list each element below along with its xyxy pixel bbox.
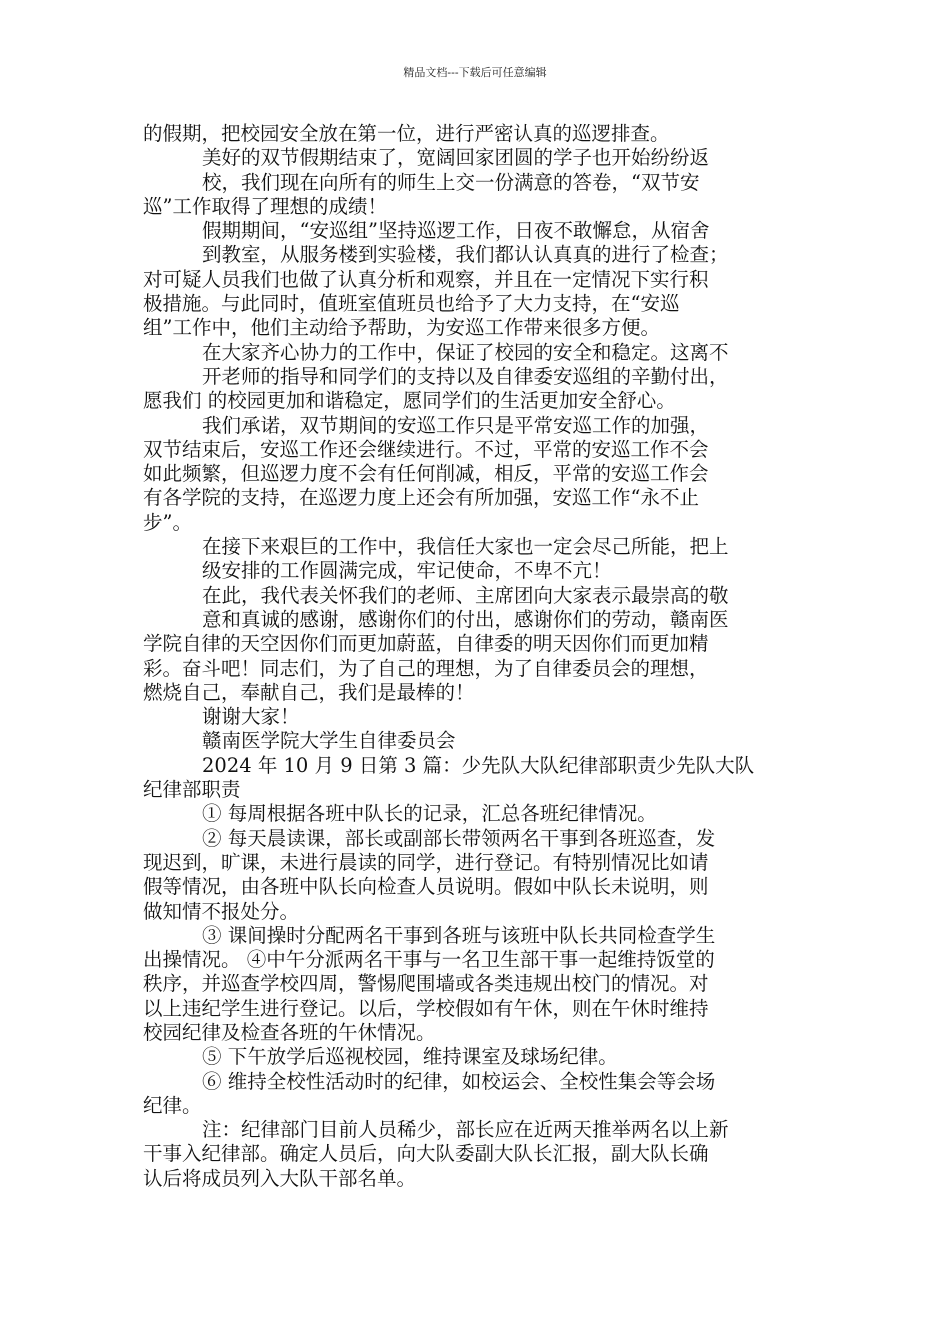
text-line: 认后将成员列入大队干部名单。 bbox=[143, 1166, 417, 1190]
text-line: 如此频繁，但巡逻力度不会有任何削减，相反，平常的安巡工作会 bbox=[143, 462, 709, 486]
text-line: 在此，我代表关怀我们的老师、主席团向大家表示最崇高的敬 bbox=[202, 583, 729, 607]
text-line: 燃烧自己，奉献自己，我们是最棒的！ bbox=[143, 680, 475, 704]
text-line: 组”工作中，他们主动给予帮助，为安巡工作带来很多方便。 bbox=[143, 316, 660, 340]
text-line: 级安排的工作圆满完成，牢记使命，不卑不亢！ bbox=[202, 559, 612, 583]
document-body bbox=[143, 122, 813, 1191]
text-line: 学院自律的天空因你们而更加蔚蓝，自律委的明天因你们而更加精 bbox=[143, 632, 709, 656]
text-line: 在大家齐心协力的工作中，保证了校园的安全和稳定。这离不 bbox=[202, 340, 729, 364]
text-line: 愿我们 的校园更加和谐稳定，愿同学们的生活更加安全舒心。 bbox=[143, 389, 676, 413]
text-line: 现迟到，旷课，未进行晨读的同学，进行登记。有特别情况比如请 bbox=[143, 850, 709, 874]
text-line: 假等情况，由各班中队长向检查人员说明。假如中队长未说明，则 bbox=[143, 875, 709, 899]
text-line: 巡”工作取得了理想的成绩！ bbox=[143, 194, 387, 218]
text-line: 赣南医学院大学生自律委员会 bbox=[202, 729, 456, 753]
text-line: 到教室，从服务楼到实验楼，我们都认认真真的进行了检查； bbox=[202, 243, 729, 267]
text-line: 极措施。与此同时，值班室值班员也给予了大力支持，在“安巡 bbox=[143, 292, 680, 316]
page-header: 精品文档---下载后可任意编辑 bbox=[403, 66, 547, 79]
text-line: 纪律部职责 bbox=[143, 778, 241, 802]
text-line: 的假期，把校园安全放在第一位，进行严密认真的巡逻排查。 bbox=[143, 122, 670, 145]
text-line: 2024 年 10 月 9 日第 3 篇：少先队大队纪律部职责少先队大队 bbox=[202, 753, 755, 777]
text-line: 干事入纪律部。确定人员后，向大队委副大队长汇报，副大队长确 bbox=[143, 1142, 709, 1166]
text-line: 开老师的指导和同学们的支持以及自律委安巡组的辛勤付出， bbox=[202, 364, 729, 388]
text-line: 校，我们现在向所有的师生上交一份满意的答卷，“双节安 bbox=[202, 170, 700, 194]
text-line: 对可疑人员我们也做了认真分析和观察，并且在一定情况下实行积 bbox=[143, 267, 709, 291]
text-line: 彩。奋斗吧！同志们，为了自己的理想，为了自律委员会的理想， bbox=[143, 656, 709, 680]
text-line: 美好的双节假期结束了，宽阔回家团圆的学子也开始纷纷返 bbox=[202, 146, 710, 170]
text-line: 注：纪律部门目前人员稀少，部长应在近两天推举两名以上新 bbox=[202, 1118, 729, 1142]
text-line: 双节结束后，安巡工作还会继续进行。不过，平常的安巡工作不会 bbox=[143, 437, 709, 461]
text-line: 在接下来艰巨的工作中，我信任大家也一定会尽己所能，把上 bbox=[202, 535, 729, 559]
text-line: ⑤ 下午放学后巡视校园，维持课室及球场纪律。 bbox=[202, 1045, 618, 1069]
text-line: 假期期间，“安巡组”坚持巡逻工作，日夜不敢懈怠，从宿舍 bbox=[202, 219, 710, 243]
text-line: 纪律。 bbox=[143, 1093, 202, 1117]
text-line: 我们承诺，双节期间的安巡工作只是平常安巡工作的加强， bbox=[202, 413, 710, 437]
text-line: 秩序，并巡查学校四周，警惕爬围墙或各类违规出校门的情况。对 bbox=[143, 972, 709, 996]
text-line: 做知情不报处分。 bbox=[143, 899, 300, 923]
text-line: 以上违纪学生进行登记。以后，学校假如有午休，则在午休时维持 bbox=[143, 996, 709, 1020]
text-line: ② 每天晨读课，部长或副部长带领两名干事到各班巡查，发 bbox=[202, 826, 716, 850]
text-line: 出操情况。 ④中午分派两名干事与一名卫生部干事一起维持饭堂的 bbox=[143, 948, 715, 972]
text-line: 有各学院的支持，在巡逻力度上还会有所加强，安巡工作“永不止 bbox=[143, 486, 699, 510]
text-line: 校园纪律及检查各班的午休情况。 bbox=[143, 1020, 436, 1044]
text-line: ⑥ 维持全校性活动时的纪律，如校运会、全校性集会等会场 bbox=[202, 1069, 716, 1093]
text-line: 谢谢大家！ bbox=[202, 705, 300, 729]
text-line: ① 每周根据各班中队长的记录，汇总各班纪律情况。 bbox=[202, 802, 657, 826]
text-line: 步”。 bbox=[143, 510, 192, 534]
text-line: 意和真诚的感谢，感谢你们的付出，感谢你们的劳动，赣南医 bbox=[202, 607, 729, 631]
text-line: ③ 课间操时分配两名干事到各班与该班中队长共同检查学生 bbox=[202, 923, 716, 947]
